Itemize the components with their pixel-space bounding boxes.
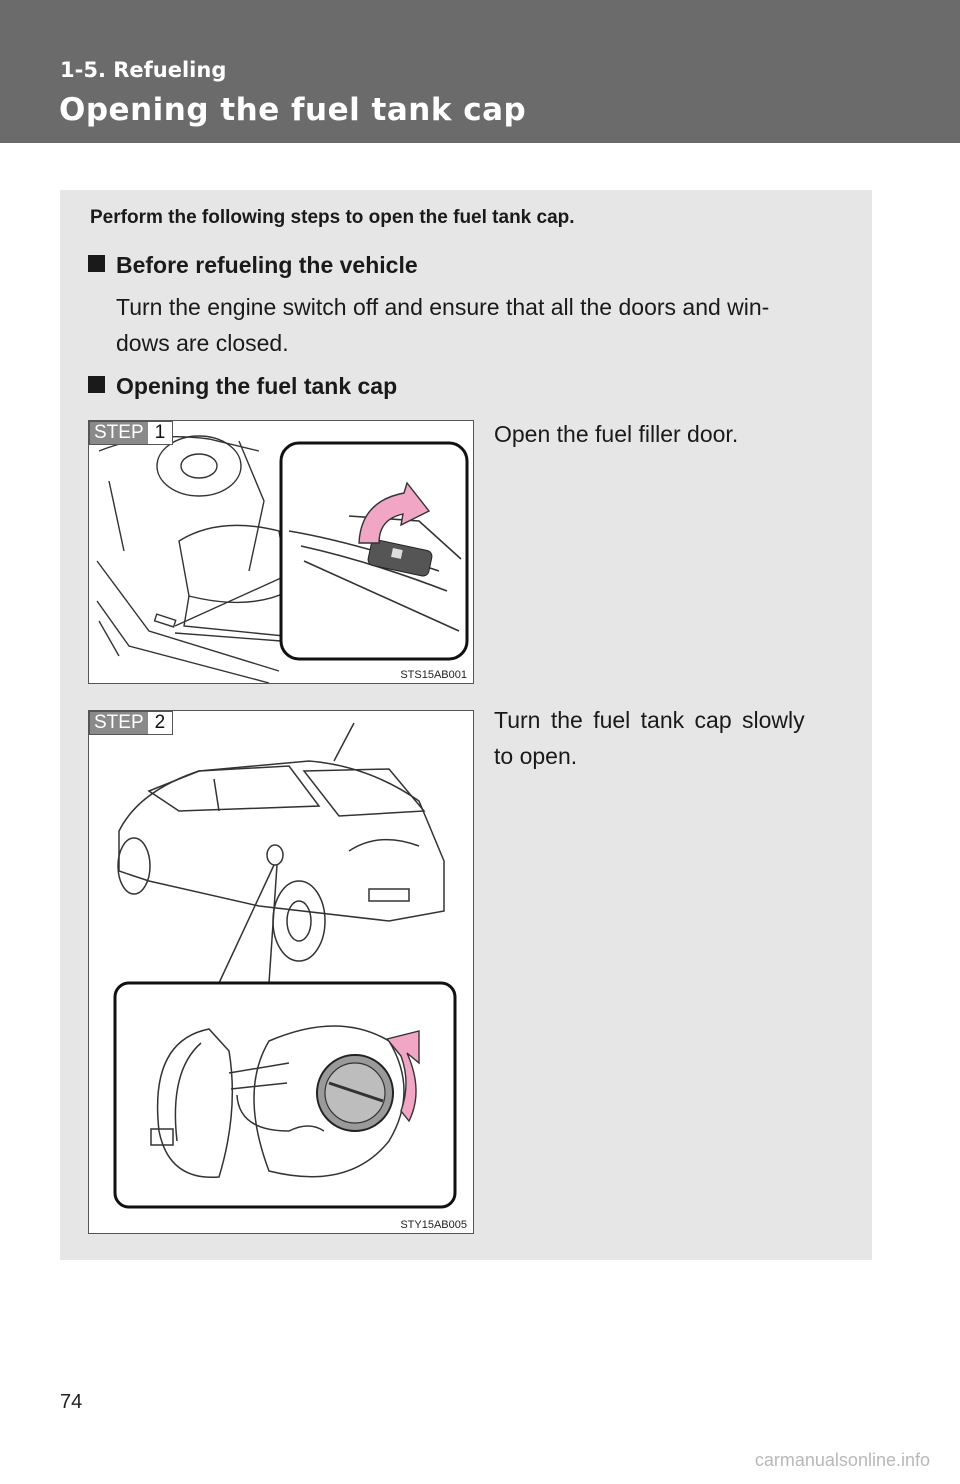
figure-code: STS15AB001 xyxy=(400,669,467,681)
car-fuel-cap-illustration xyxy=(89,711,473,1233)
page-header xyxy=(0,0,960,143)
subheading-before-refueling xyxy=(88,252,418,279)
square-bullet-icon xyxy=(88,255,105,272)
step1-text: Open the fuel filler door. xyxy=(494,421,739,447)
step-word: STEP xyxy=(90,712,148,734)
figure-code: STY15AB005 xyxy=(400,1219,467,1231)
step2-text xyxy=(494,702,839,774)
intro-text: Perform the following steps to open the fuel tank cap. xyxy=(90,207,575,228)
step-word: STEP xyxy=(90,422,148,444)
interior-floor-illustration xyxy=(89,421,473,683)
square-bullet-icon xyxy=(88,376,105,393)
page-title: Opening the fuel tank cap xyxy=(59,92,527,128)
before-text-line-1: Turn the engine switch off and ensure that all the doors and win- xyxy=(116,294,770,320)
step1-figure xyxy=(88,420,474,684)
step2-badge xyxy=(89,711,173,735)
section-label: 1-5. Refueling xyxy=(60,58,227,82)
watermark: carmanualsonline.info xyxy=(754,1450,930,1470)
page-number: 74 xyxy=(60,1391,83,1413)
before-refueling-text xyxy=(116,289,846,361)
subheading-opening-cap xyxy=(88,373,397,400)
step-number: 2 xyxy=(148,712,173,734)
step2-text-line-1: Turn the fuel tank cap slowly xyxy=(494,707,805,733)
before-text-line-2: dows are closed. xyxy=(116,330,289,356)
step-number: 1 xyxy=(148,422,173,444)
subheading-text: Opening the fuel tank cap xyxy=(116,373,398,399)
subheading-text: Before refueling the vehicle xyxy=(116,252,418,278)
step2-figure xyxy=(88,710,474,1234)
step2-text-line-2: to open. xyxy=(494,743,578,769)
step1-badge xyxy=(89,421,173,445)
